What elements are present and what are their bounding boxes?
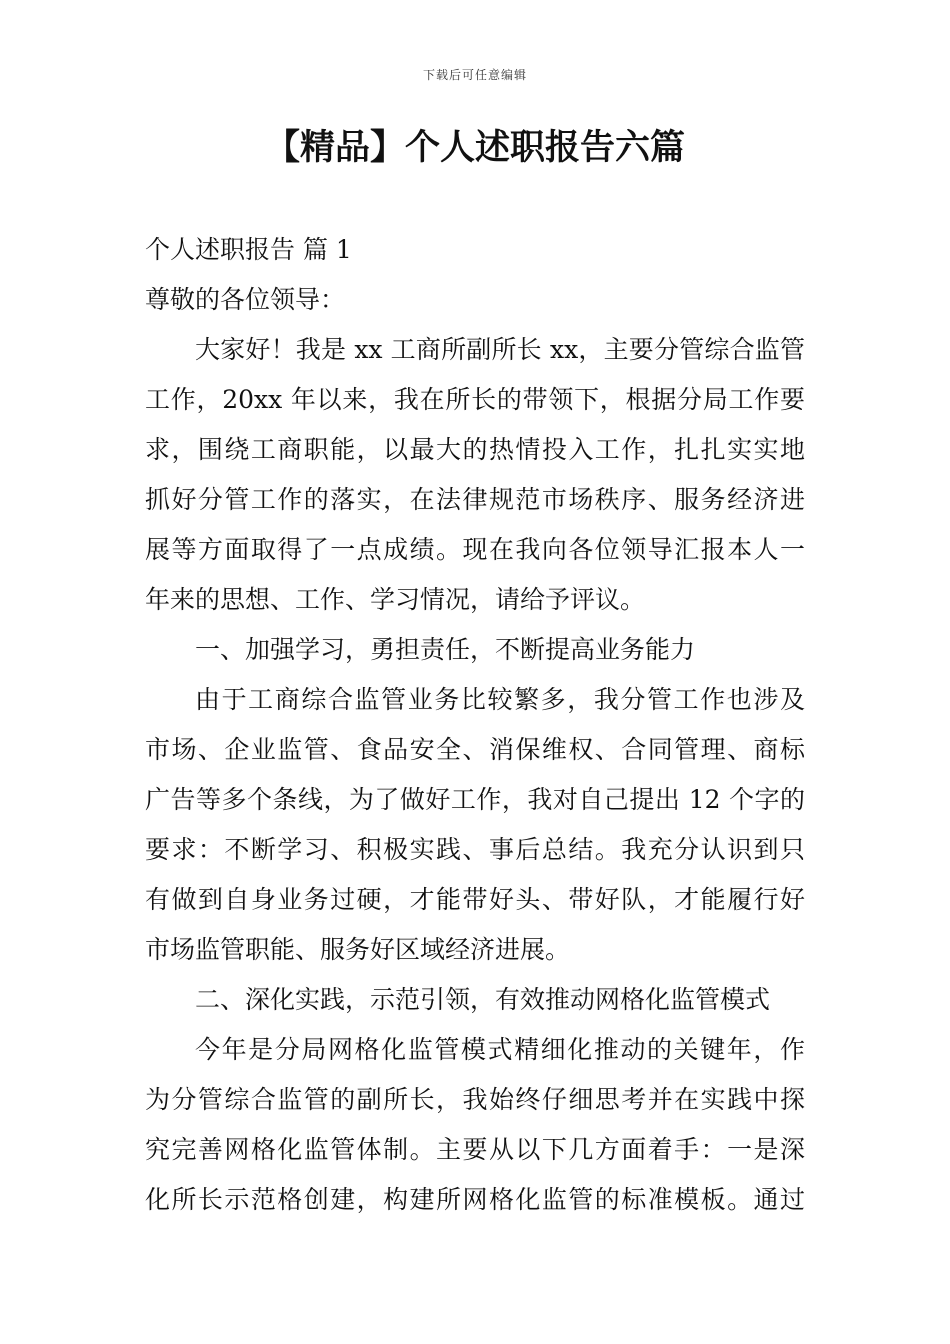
paragraph-line: 为分管综合监管的副所长，我始终仔细思考并在实践中探 — [145, 1085, 805, 1114]
paragraph-line: 市场、企业监管、食品安全、消保维权、合同管理、商标 — [145, 735, 805, 764]
paragraph-line: 二、深化实践，示范引领，有效推动网格化监管模式 — [195, 985, 771, 1014]
paragraph-line: 由于工商综合监管业务比较繁多，我分管工作也涉及 — [195, 685, 805, 714]
paragraph-line: 化所长示范格创建，构建所网格化监管的标准模板。通过 — [145, 1185, 805, 1214]
paragraph-line: 有做到自身业务过硬，才能带好头、带好队，才能履行好 — [145, 885, 805, 914]
paragraph-line: 大家好！我是 xx 工商所副所长 xx，主要分管综合监管 — [195, 335, 805, 364]
paragraph-line: 年来的思想、工作、学习情况，请给予评议。 — [145, 585, 646, 614]
header-note: 下载后可任意编辑 — [422, 68, 527, 82]
paragraph-line: 广告等多个条线，为了做好工作，我对自己提出 12 个字的 — [145, 785, 805, 814]
document-title: 【精品】个人述职报告六篇 — [264, 128, 685, 168]
paragraph-line: 今年是分局网格化监管模式精细化推动的关键年，作 — [195, 1035, 805, 1064]
paragraph-line: 市场监管职能、服务好区域经济进展。 — [145, 935, 571, 964]
paragraph-line: 抓好分管工作的落实，在法律规范市场秩序、服务经济进 — [145, 485, 805, 514]
paragraph-line: 求，围绕工商职能，以最大的热情投入工作，扎扎实实地 — [145, 435, 805, 464]
paragraph-line: 工作，20xx 年以来，我在所长的带领下，根据分局工作要 — [145, 385, 805, 414]
paragraph-line: 展等方面取得了一点成绩。现在我向各位领导汇报本人一 — [145, 535, 805, 564]
paragraph-line: 要求：不断学习、积极实践、事后总结。我充分认识到只 — [145, 835, 805, 864]
paragraph-line: 个人述职报告 篇 1 — [145, 235, 352, 264]
document-body — [145, 225, 805, 1225]
paragraph-line: 一、加强学习，勇担责任，不断提高业务能力 — [195, 635, 696, 664]
paragraph-line: 尊敬的各位领导： — [145, 285, 346, 314]
paragraph-line: 究完善网格化监管体制。主要从以下几方面着手：一是深 — [145, 1135, 805, 1164]
